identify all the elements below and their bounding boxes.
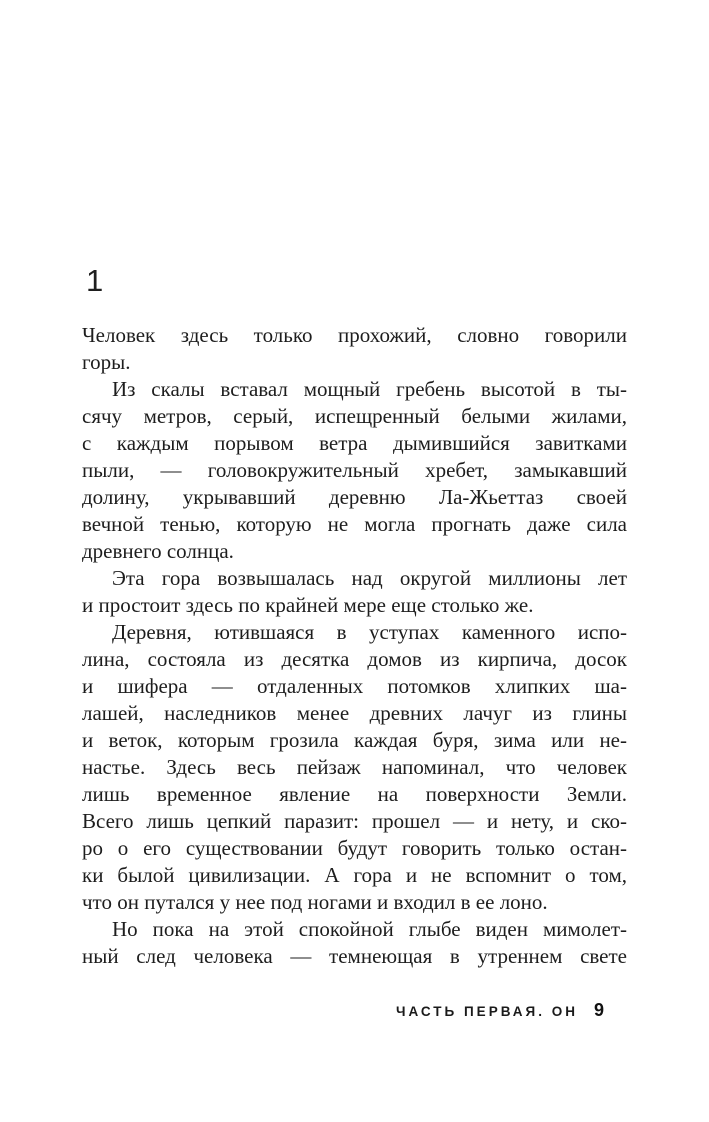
text-line: Из скалы вставал мощный гребень высотой в ты- <box>112 377 627 401</box>
text-line: Деревня, ютившаяся в уступах каменного испо- <box>112 620 627 644</box>
text-line: ки былой цивилизации. А гора и не вспомнит о том, <box>82 863 627 887</box>
text-line: что он путался у нее под ногами и входил в ее лоно. <box>82 890 548 914</box>
text-line: сячу метров, серый, испещренный белыми жилами, <box>82 404 627 428</box>
text-line: древнего солнца. <box>82 539 234 563</box>
text-line: горы. <box>82 350 131 374</box>
text-line: Эта гора возвышалась над округой миллионы лет <box>112 566 627 590</box>
text-line: и шифера — отдаленных потомков хлипких ша- <box>82 674 627 698</box>
text-line: лина, состояла из десятка домов из кирпича, досок <box>82 647 627 671</box>
text-line: вечной тенью, которую не могла прогнать даже сила <box>82 512 627 536</box>
text-line: Всего лишь цепкий паразит: прошел — и нету, и ско- <box>82 809 627 833</box>
text-line: с каждым порывом ветра дымившийся завитками <box>82 431 627 455</box>
text-line: ный след человека — темнеющая в утреннем свете <box>82 944 627 968</box>
text-line: лишь временное явление на поверхности Земли. <box>82 782 627 806</box>
running-title: ЧАСТЬ ПЕРВАЯ. ОН <box>395 1004 578 1019</box>
text-line: пыли, — головокружительный хребет, замыкавший <box>82 458 627 482</box>
text-line: долину, укрывавший деревню Ла-Жьеттаз своей <box>82 485 627 509</box>
text-line: и простоит здесь по крайней мере еще столько же. <box>82 593 534 617</box>
text-line: ро о его существовании будут говорить только остан- <box>82 836 627 860</box>
page-footer <box>396 1000 605 1021</box>
text-line: настье. Здесь весь пейзаж напоминал, что человек <box>82 755 627 779</box>
body-text <box>82 322 627 970</box>
text-line: Человек здесь только прохожий, словно говорили <box>82 323 627 347</box>
text-line: и веток, которым грозила каждая буря, зима или не- <box>82 728 627 752</box>
text-line: Но пока на этой спокойной глыбе виден мимолет- <box>112 917 627 941</box>
chapter-number: 1 <box>86 263 104 298</box>
page-number: 9 <box>593 1000 605 1020</box>
text-line: лашей, наследников менее древних лачуг из глины <box>82 701 627 725</box>
